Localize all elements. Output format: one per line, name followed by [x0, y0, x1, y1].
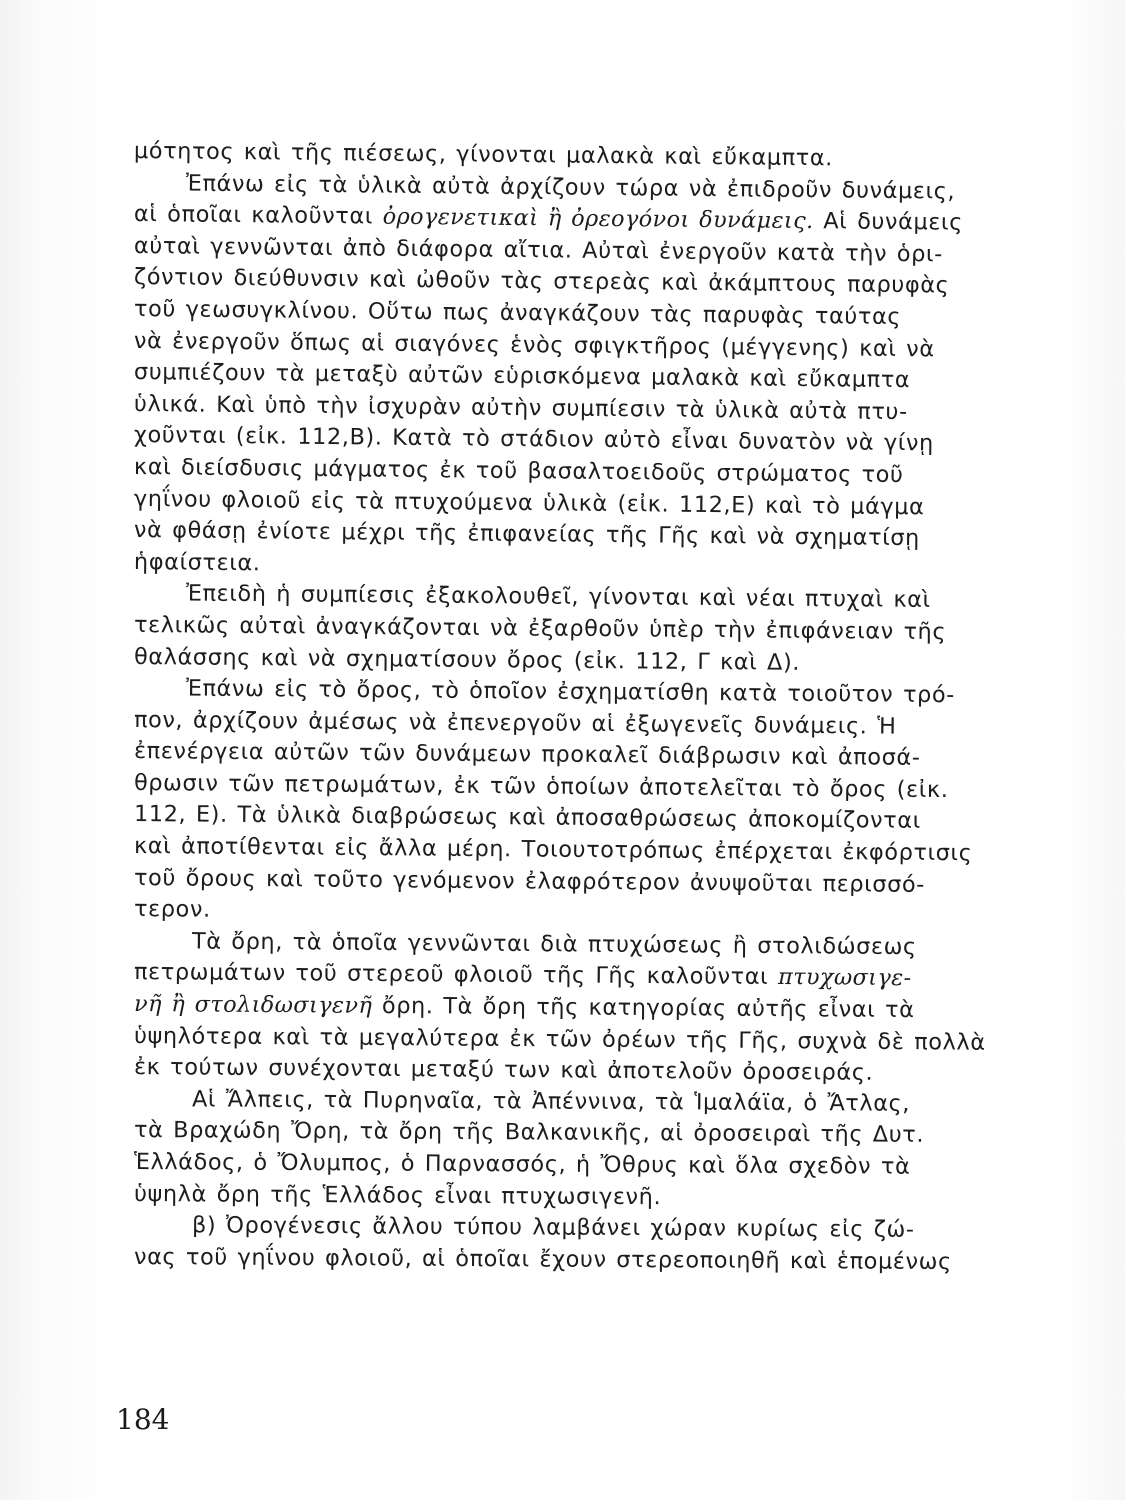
text-line-10: χοῦνται (εἰκ. 112,Β). Κατὰ τὸ στάδιον αὐτὸ εἶναι δυνατὸν νὰ γίνῃ [133, 422, 934, 457]
term-orogenetic-forces: ὀρογενετικαὶ ἢ ὀρεογόνοι δυνάμεις. [382, 203, 814, 235]
text-line-18: Ἐπάνω εἰς τὸ ὄρος, τὸ ὁποῖον ἐσχηματίσθη κατὰ τοιοῦτον τρό- [185, 675, 955, 709]
text-line-34: ὑψηλὰ ὄρη τῆς Ἑλλάδος εἶναι πτυχωσιγενῆ. [133, 1180, 662, 1210]
text-line-25: τερον. [133, 896, 211, 923]
text-line-17: θαλάσσης καὶ νὰ σχηματίσουν ὄρος (εἰκ. 112, Γ καὶ Δ). [133, 643, 801, 676]
term-fold-mountains: πτυχωσιγε- [777, 964, 912, 992]
text-line-13: νὰ φθάσῃ ἐνίοτε μέχρι τῆς ἐπιφανείας τῆς Γῆς καὶ νὰ σχηματίσῃ [133, 517, 921, 552]
text-line-26: Τὰ ὄρη, τὰ ὁποῖα γεννῶνται διὰ πτυχώσεως ἢ στολιδώσεως [191, 928, 917, 960]
text-line-31: Αἱ Ἄλπεις, τὰ Πυρηναῖα, τὰ Ἀπέννινα, τὰ Ἱμαλάϊα, ὁ Ἄτλας, [191, 1086, 911, 1117]
text-line-9: ὑλικά. Καὶ ὑπὸ τὴν ἰσχυρὰν αὐτὴν συμπίεσιν τὰ ὑλικὰ αὐτὰ πτυ- [133, 390, 908, 425]
text-line-5: ζόντιον διεύθυνσιν καὶ ὠθοῦν τὰς στερεὰς καὶ ἀκάμπτους παρυφὰς [133, 264, 950, 299]
text-line-27-start: πετρωμάτων τοῦ στερεοῦ φλοιοῦ τῆς Γῆς καλοῦνται [133, 959, 769, 991]
text-line-16: τελικῶς αὐταὶ ἀναγκάζονται νὰ ἐξαρθοῦν ὑπὲρ τὴν ἐπιφάνειαν τῆς [133, 611, 947, 645]
text-line-20: ἐπενέργεια αὐτῶν τῶν δυνάμεων προκαλεῖ διάβρωσιν καὶ ἀποσά- [133, 738, 921, 772]
text-line-35: β) Ὀρογένεσις ἄλλου τύπου λαμβάνει χώραν κυρίως εἰς ζώ- [191, 1212, 915, 1243]
text-line-32: τὰ Βραχώδη Ὄρη, τὰ ὄρη τῆς Βαλκανικῆς, αἱ ὀροσειραὶ τῆς Δυτ. [133, 1117, 925, 1149]
body-text [134, 136, 1039, 1273]
text-line-29: ὑψηλότερα καὶ τὰ μεγαλύτερα ἐκ τῶν ὀρέων τῆς Γῆς, συχνὰ δὲ πολλὰ [133, 1022, 986, 1056]
text-line-36: νας τοῦ γηΐνου φλοιοῦ, αἱ ὁποῖαι ἔχουν στερεοποιηθῆ καὶ ἑπομένως [133, 1243, 952, 1275]
text-line-24: τοῦ ὄρους καὶ τοῦτο γενόμενον ἐλαφρότερον ἀνυψοῦται περισσό- [133, 864, 926, 898]
text-line-6: τοῦ γεωσυγκλίνου. Οὕτω πως ἀναγκάζουν τὰς παρυφὰς ταύτας [133, 295, 902, 331]
text-line-22: 112, Ε). Τὰ ὑλικὰ διαβρώσεως καὶ ἀποσαθρώσεως ἀποκομίζονται [133, 801, 921, 835]
text-line-15: Ἐπειδὴ ἡ συμπίεσις ἐξακολουθεῖ, γίνονται καὶ νέαι πτυχαὶ καὶ [185, 580, 931, 614]
text-line-2: Ἐπάνω εἰς τὰ ὑλικὰ αὐτὰ ἀρχίζουν τώρα νὰ ἐπιδροῦν δυνάμεις, [185, 170, 956, 205]
text-line-7: νὰ ἐνεργοῦν ὅπως αἱ σιαγόνες ἑνὸς σφιγκτῆρος (μέγγενης) καὶ νὰ [133, 327, 935, 362]
text-line-3-end: Αἱ δυνάμεις [823, 208, 964, 236]
text-line-1: μότητος καὶ τῆς πιέσεως, γίνονται μαλακὰ καὶ εὔκαμπτα. [133, 138, 834, 172]
text-line-30: ἐκ τούτων συνέχονται μεταξύ των καὶ ἀποτελοῦν ὀροσειράς. [133, 1054, 874, 1087]
text-line-12: γηΐνου φλοιοῦ εἰς τὰ πτυχούμενα ὑλικὰ (εἰκ. 112,Ε) καὶ τὸ μάγμα [133, 485, 925, 520]
text-line-33: Ἑλλάδος, ὁ Ὄλυμπος, ὁ Παρνασσός, ἡ Ὄθρυς καὶ ὅλα σχεδὸν τὰ [133, 1149, 911, 1180]
text-line-4: αὐταὶ γεννῶνται ἀπὸ διάφορα αἴτια. Αὐταὶ ἐνεργοῦν κατὰ τὴν ὁρι- [133, 232, 943, 268]
text-line-21: θρωσιν τῶν πετρωμάτων, ἐκ τῶν ὁποίων ἀποτελεῖται τὸ ὄρος (εἰκ. [133, 769, 949, 803]
text-line-23: καὶ ἀποτίθενται εἰς ἄλλα μέρη. Τοιουτοτρόπως ἐπέρχεται ἐκφόρτισις [133, 833, 973, 867]
text-line-8: συμπιέζουν τὰ μεταξὺ αὐτῶν εὑρισκόμενα μαλακὰ καὶ εὔκαμπτα [133, 359, 911, 394]
text-line-28-end: ὄρη. Τὰ ὄρη τῆς κατηγορίας αὐτῆς εἶναι τὰ [381, 992, 915, 1024]
text-line-11: καὶ διείσδυσις μάγματος ἐκ τοῦ βασαλτοειδοῦς στρώματος τοῦ [133, 453, 904, 488]
page-number: 184 [116, 1403, 170, 1436]
term-fold-mountains-cont: νῆ ἢ στολιδωσιγενῆ [133, 991, 373, 1019]
text-line-14: ἡφαίστεια. [133, 548, 261, 577]
text-line-3-start: αἱ ὁποῖαι καλοῦνται [133, 201, 374, 230]
text-line-19: πον, ἀρχίζουν ἀμέσως νὰ ἐπενεργοῦν αἱ ἐξωγενεῖς δυνάμεις. Ἡ [133, 706, 897, 740]
